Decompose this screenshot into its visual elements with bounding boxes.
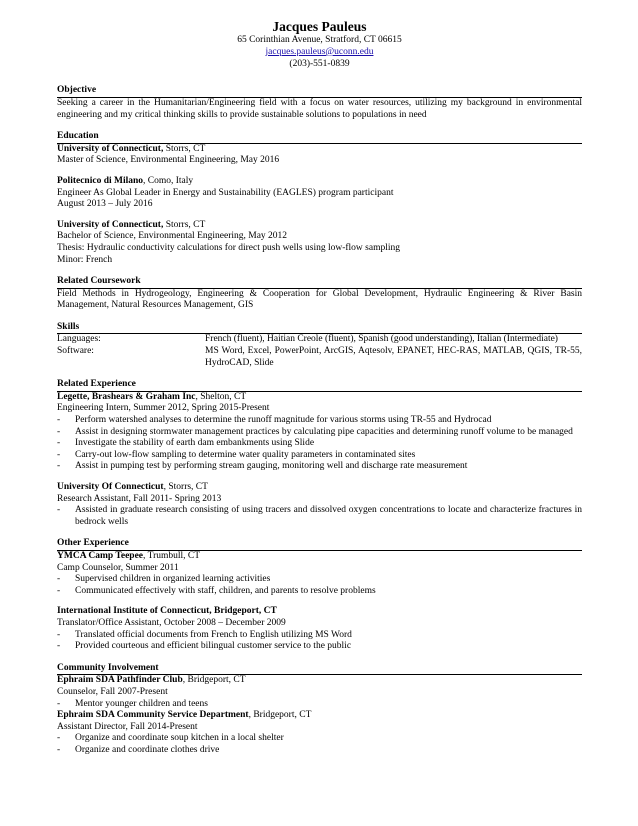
organization-location: , Bridgeport, CT	[182, 675, 246, 686]
role-line: Research Assistant, Fall 2011- Spring 2013	[57, 493, 222, 504]
email-link[interactable]: jacques.pauleus@uconn.edu	[265, 46, 374, 57]
organization-location: , Bridgeport, CT	[248, 710, 312, 721]
skills-row-languages	[57, 334, 582, 346]
list-item: - Organize and coordinate clothes drive	[57, 744, 220, 755]
duty-list	[57, 574, 582, 597]
employer-name: University Of Connecticut	[57, 482, 164, 493]
role-line: Translator/Office Assistant, October 2008 – December 2009	[57, 617, 286, 628]
skills-label: Languages:	[57, 334, 101, 345]
institution-location: , Como, Italy	[143, 175, 194, 186]
institution-location: Storrs, CT	[163, 219, 206, 230]
experience-entry	[57, 392, 582, 473]
experience-entry	[57, 482, 582, 528]
education-entry	[57, 144, 582, 167]
list-item: - Communicated effectively with staff, children, and parents to resolve problems	[57, 585, 376, 596]
role-line: Assistant Director, Fall 2014-Present	[57, 721, 198, 732]
phone: (203)-551-0839	[289, 58, 350, 69]
employer-name: Legette, Brashears & Graham Inc	[57, 391, 196, 402]
coursework-heading: Related Coursework	[57, 276, 582, 289]
list-item: - Investigate the stability of earth dam embankments using Slide	[57, 438, 315, 449]
list-item: - Assist in pumping test by performing stream gauging, monitoring well and discharge rate measurement	[57, 461, 468, 472]
role-line: Camp Counselor, Summer 2011	[57, 562, 179, 573]
related-experience-heading: Related Experience	[57, 379, 582, 392]
degree-line: Master of Science, Environmental Engineering, May 2016	[57, 155, 280, 166]
list-item: - Perform watershed analyses to determine the runoff magnitude for various storms using TR-55 and Hydrocad	[57, 415, 492, 426]
role-line: Engineering Intern, Summer 2012, Spring 2015-Present	[57, 403, 270, 414]
list-item: - Mentor younger children and teens	[57, 698, 208, 709]
skills-row-software	[57, 346, 582, 369]
skills-value: French (fluent), Haitian Creole (fluent), Spanish (good understanding), Italian (Intermediate)	[205, 334, 558, 345]
education-entry	[57, 220, 582, 266]
institution-location: Storrs, CT	[163, 143, 206, 154]
duty-list	[57, 699, 582, 711]
employer-location: , Storrs, CT	[163, 482, 208, 493]
thesis-line: Thesis: Hydraulic conductivity calculations for direct push wells using low-flow sampling	[57, 242, 400, 253]
list-item: - Assisted in graduate research consisting of using tracers and dissolved oxygen concentrations to locate and characterize fractures in bedrock wells	[57, 505, 582, 527]
list-item: - Provided courteous and efficient bilingual customer service to the public	[57, 641, 352, 652]
objective-text: Seeking a career in the Humanitarian/Engineering field with a focus on water resources, utilizing my background in environmental engineering and my critical thinking skills to provide sustainable solutions to populations in need	[57, 97, 582, 120]
list-item: - Organize and coordinate soup kitchen in a local shelter	[57, 733, 284, 744]
community-entry	[57, 675, 582, 710]
skills-heading: Skills	[57, 322, 582, 335]
date-line: August 2013 – July 2016	[57, 199, 153, 210]
other-experience-heading: Other Experience	[57, 538, 582, 551]
duty-list	[57, 630, 582, 653]
institution-name: Politecnico di Milano	[57, 175, 144, 186]
degree-line: Bachelor of Science, Environmental Engineering, May 2012	[57, 231, 288, 242]
address: 65 Corinthian Avenue, Stratford, CT 06615	[237, 35, 402, 45]
list-item: - Assist in designing stormwater management practices by calculating pipe capacities and determining runoff volume to be managed	[57, 426, 573, 437]
institution-name: University of Connecticut,	[57, 143, 164, 154]
skills-value: MS Word, Excel, PowerPoint, ArcGIS, Aqtesolv, EPANET, HEC-RAS, MATLAB, QGIS, TR-55, HydroCAD, Slide	[205, 346, 582, 368]
community-entry	[57, 710, 582, 756]
duty-list	[57, 505, 582, 528]
duty-list	[57, 733, 582, 756]
employer-location: , Trumbull, CT	[143, 550, 201, 561]
experience-entry	[57, 606, 582, 652]
experience-entry	[57, 551, 582, 597]
objective-heading: Objective	[57, 85, 582, 98]
community-heading: Community Involvement	[57, 663, 582, 676]
coursework-text: Field Methods in Hydrogeology, Engineering & Cooperation for Global Development, Hydraulic Engineering & River Basin Management, Natural Resources Management, GIS	[57, 288, 582, 311]
skills-label: Software:	[57, 346, 94, 357]
employer-name: YMCA Camp Teepee	[57, 550, 144, 561]
minor-line: Minor: French	[57, 254, 113, 265]
resume-header	[57, 19, 582, 70]
role-line: Counselor, Fall 2007-Present	[57, 686, 168, 697]
list-item: - Carry-out low-flow sampling to determine water quality parameters in contaminated sites	[57, 449, 416, 460]
organization-name: Ephraim SDA Pathfinder Club	[57, 675, 183, 686]
employer-name: International Institute of Connecticut, Bridgeport, CT	[57, 606, 277, 617]
applicant-name: Jacques Pauleus	[272, 19, 367, 34]
education-entry	[57, 176, 582, 211]
employer-location: , Shelton, CT	[195, 391, 247, 402]
list-item: - Supervised children in organized learning activities	[57, 574, 271, 585]
education-heading: Education	[57, 131, 582, 144]
institution-name: University of Connecticut,	[57, 219, 164, 230]
organization-name: Ephraim SDA Community Service Department	[57, 710, 249, 721]
list-item: - Translated official documents from French to English utilizing MS Word	[57, 629, 352, 640]
duty-list	[57, 415, 582, 473]
program-line: Engineer As Global Leader in Energy and Sustainability (EAGLES) program participant	[57, 187, 394, 198]
